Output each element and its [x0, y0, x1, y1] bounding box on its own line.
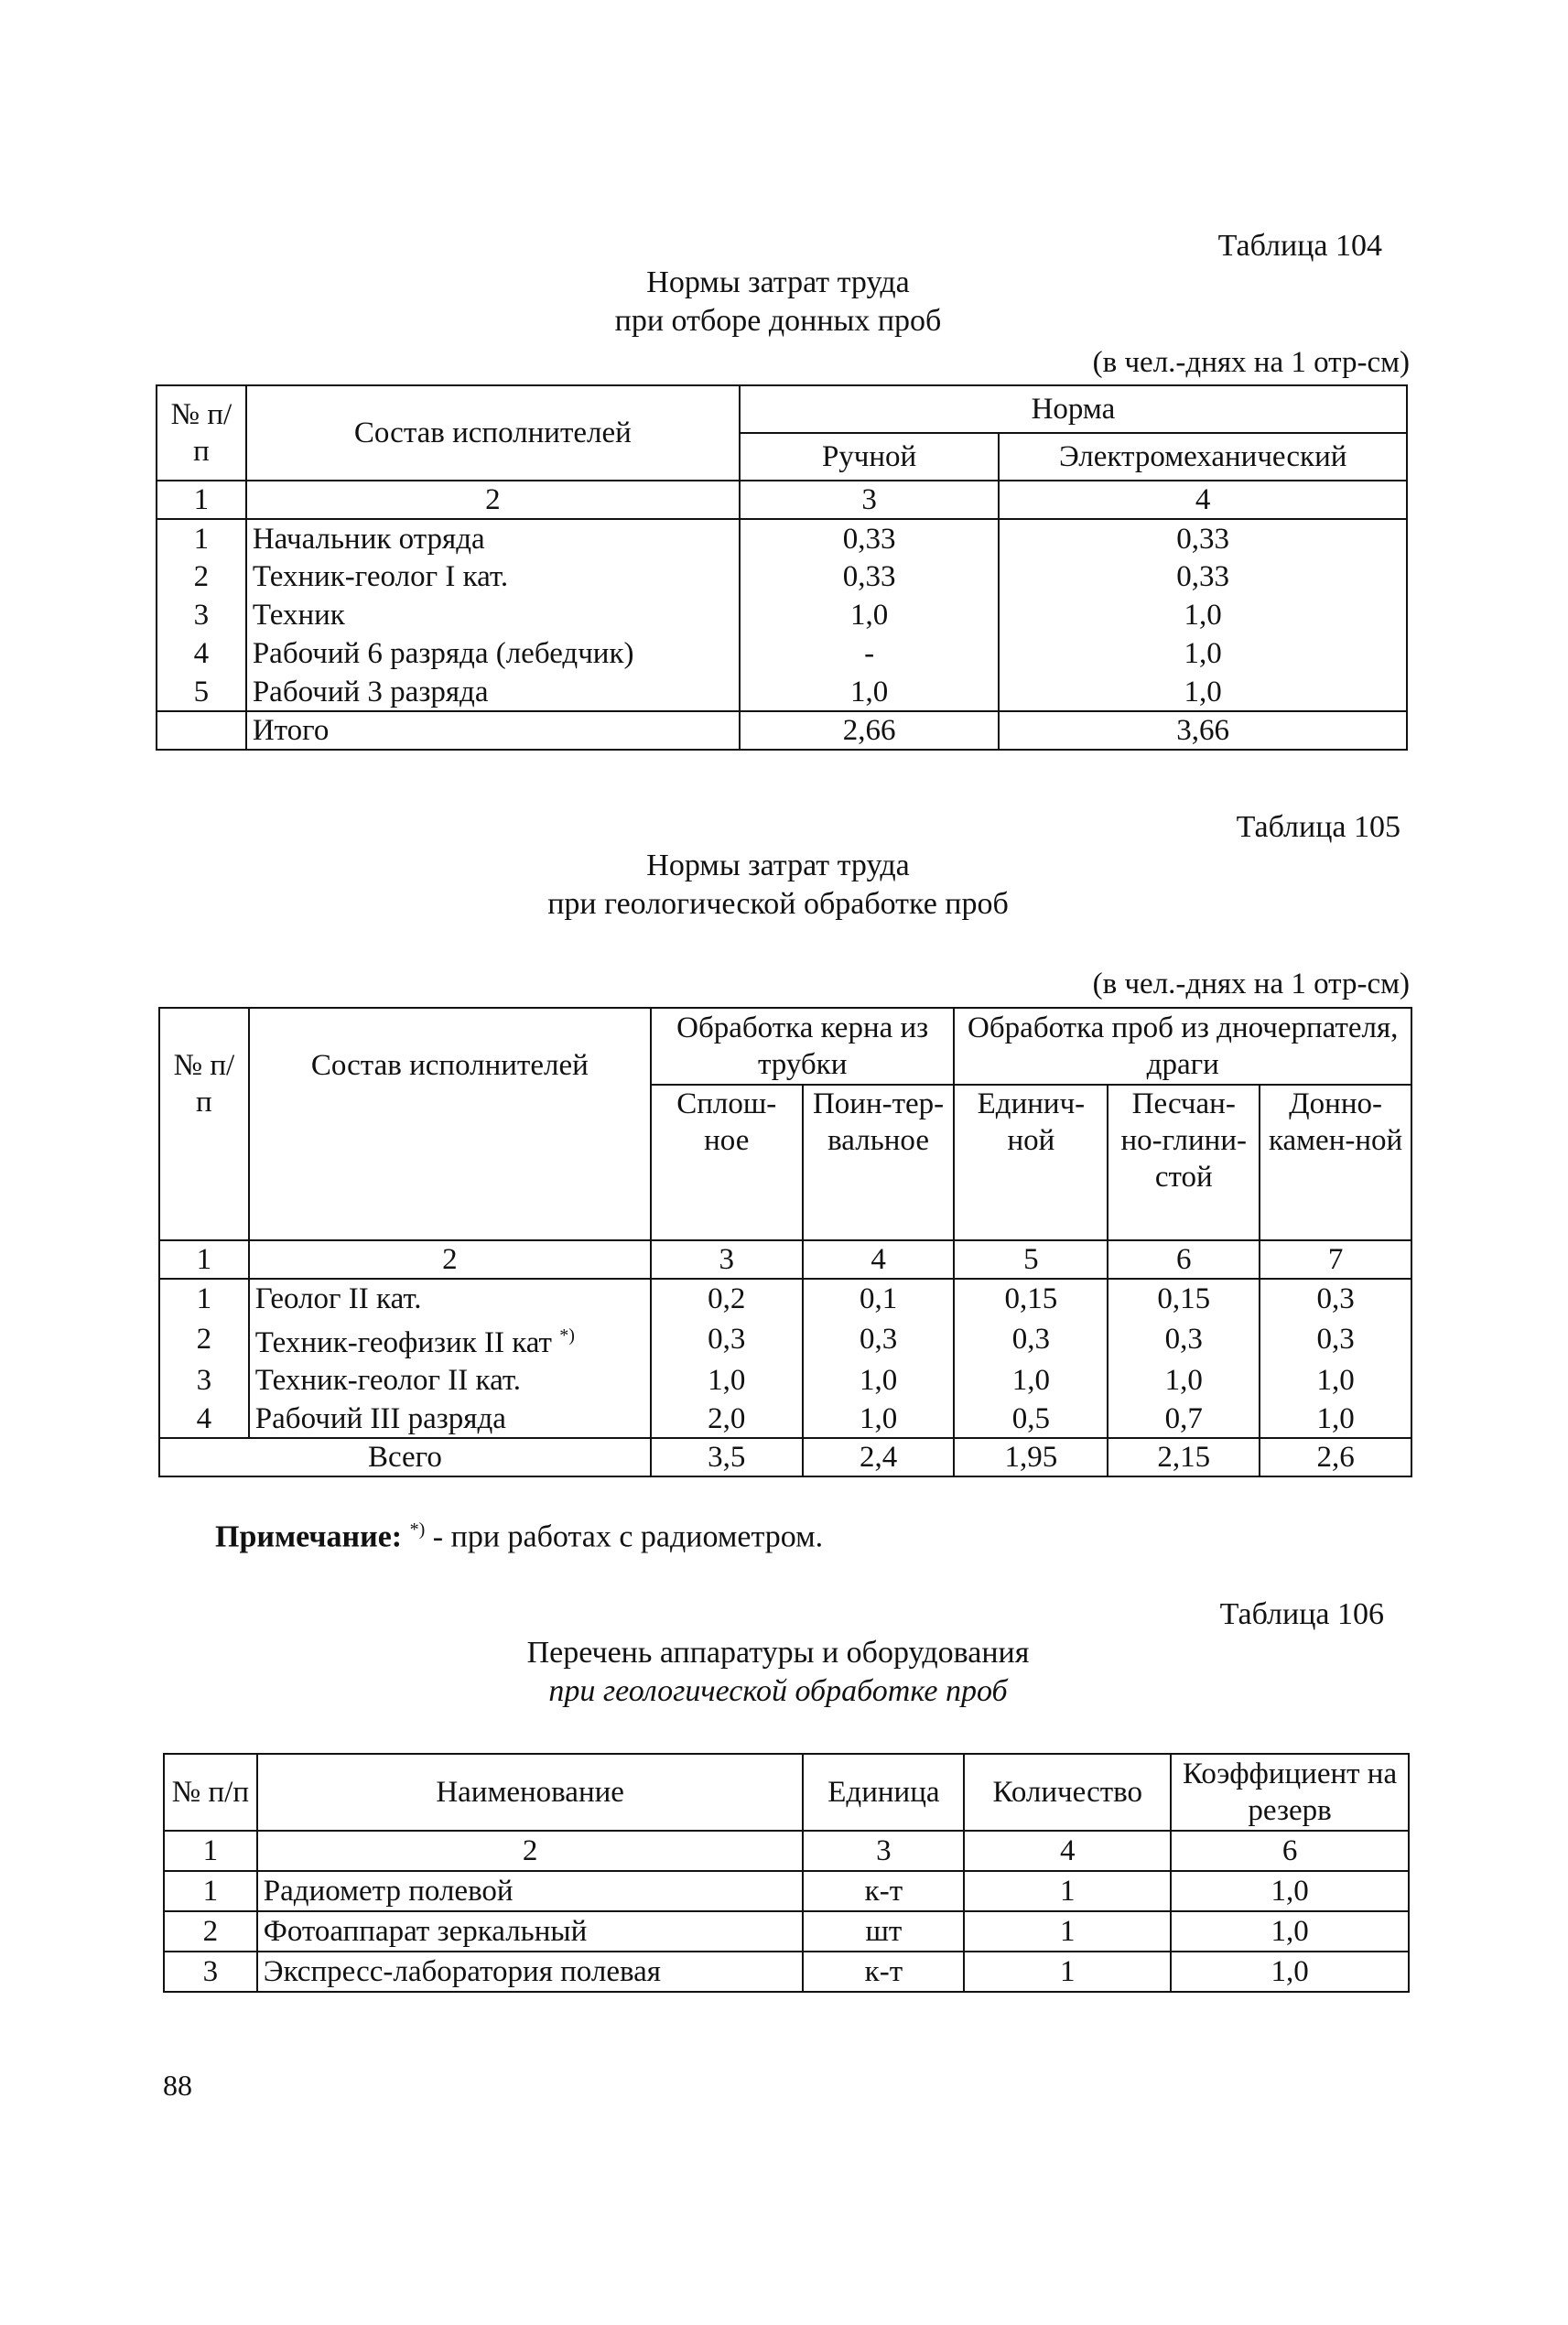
row-unit: шт: [803, 1911, 964, 1952]
col-number: 1: [164, 1831, 257, 1871]
header-stone: Донно-камен-ной: [1260, 1085, 1411, 1240]
row-value: 1,0: [1108, 1361, 1260, 1400]
row-qty: 1: [964, 1911, 1171, 1952]
row-value: 0,7: [1108, 1400, 1260, 1438]
table-row: [157, 557, 1407, 596]
header-electro: Электромеханический: [999, 433, 1407, 481]
header-norm: Норма: [740, 385, 1407, 433]
row-manual: 1,0: [740, 596, 1000, 634]
row-manual: -: [740, 634, 1000, 673]
table-105-title-line2: при геологической обработке проб: [547, 887, 1009, 921]
total-value: 1,95: [954, 1438, 1108, 1476]
note-label: Примечание:: [215, 1519, 403, 1554]
page-number: 88: [163, 2069, 192, 2102]
row-qty: 1: [964, 1952, 1171, 1992]
row-value: 0,15: [954, 1279, 1108, 1317]
row-value: 1,0: [651, 1361, 803, 1400]
row-name: Техник: [246, 596, 740, 634]
header-num: № п/п: [159, 1008, 249, 1240]
col-number: 3: [740, 481, 1000, 519]
row-unit: к-т: [803, 1952, 964, 1992]
header-core: Обработка керна из трубки: [651, 1008, 955, 1085]
total-row: [159, 1438, 1411, 1476]
row-value: 0,1: [803, 1279, 955, 1317]
col-number: 1: [157, 481, 246, 519]
row-name: Техник-геолог II кат.: [249, 1361, 651, 1400]
table-104-title-line2: при отборе донных проб: [614, 304, 942, 338]
header-qty: Количество: [964, 1754, 1171, 1831]
row-coef: 1,0: [1171, 1871, 1409, 1911]
total-row: [157, 711, 1407, 750]
row-num: 1: [164, 1871, 257, 1911]
row-value: 0,3: [1108, 1317, 1260, 1361]
row-value: 0,3: [651, 1317, 803, 1361]
row-value: 1,0: [803, 1361, 955, 1400]
header-unit: Единица: [803, 1754, 964, 1831]
table-row: [159, 1400, 1411, 1438]
row-manual: 1,0: [740, 673, 1000, 711]
table-row: [157, 596, 1407, 634]
table-104-title-line1: Нормы затрат труда: [646, 265, 910, 299]
total-name: Итого: [246, 711, 740, 750]
row-num: 3: [159, 1361, 249, 1400]
header-solid: Сплош-ное: [651, 1085, 803, 1240]
table-105: [158, 1007, 1412, 1477]
row-manual: 0,33: [740, 557, 1000, 596]
row-qty: 1: [964, 1871, 1171, 1911]
row-electro: 1,0: [999, 634, 1407, 673]
col-number: 6: [1108, 1240, 1260, 1279]
row-num: 2: [164, 1911, 257, 1952]
row-value: 0,3: [1260, 1317, 1411, 1361]
note-mark: *): [409, 1519, 426, 1540]
table-104-title: [366, 264, 1190, 341]
table-104-label: Таблица 104: [1217, 229, 1382, 263]
row-name: Рабочий III разряда: [249, 1400, 651, 1438]
header-name: Наименование: [257, 1754, 804, 1831]
row-name: Геолог II кат.: [249, 1279, 651, 1317]
table-106-title: [366, 1634, 1190, 1711]
table-106: [163, 1753, 1410, 1993]
row-num: 2: [159, 1317, 249, 1361]
row-manual: 0,33: [740, 519, 1000, 557]
row-electro: 0,33: [999, 519, 1407, 557]
row-value: 1,0: [954, 1361, 1108, 1400]
col-number: 7: [1260, 1240, 1411, 1279]
table-row: [164, 1952, 1409, 1992]
col-number: 2: [249, 1240, 651, 1279]
table-105-title-line1: Нормы затрат труда: [646, 849, 910, 882]
header-coef: Коэффициент на резерв: [1171, 1754, 1409, 1831]
col-number: 4: [964, 1831, 1171, 1871]
table-105-label: Таблица 105: [1236, 810, 1400, 844]
table-104-unit: (в чел.-днях на 1 отр-см): [1092, 346, 1410, 379]
row-electro: 0,33: [999, 557, 1407, 596]
header-staff: Состав исполнителей: [246, 385, 740, 481]
total-value: 2,4: [803, 1438, 955, 1476]
total-num: [157, 711, 246, 750]
table-105-unit: (в чел.-днях на 1 отр-см): [1092, 968, 1410, 1000]
header-num: № п/п: [164, 1754, 257, 1831]
col-number: 4: [999, 481, 1407, 519]
total-manual: 2,66: [740, 711, 1000, 750]
col-number: 5: [954, 1240, 1108, 1279]
table-104: [156, 384, 1408, 751]
row-num: 4: [159, 1400, 249, 1438]
row-value: 0,3: [803, 1317, 955, 1361]
table-row: [164, 1871, 1409, 1911]
col-number: 3: [651, 1240, 803, 1279]
row-name: Фотоаппарат зеркальный: [257, 1911, 804, 1952]
header-single: Единич-ной: [954, 1085, 1108, 1240]
row-name: [249, 1317, 651, 1361]
table-row: [157, 634, 1407, 673]
row-num: 4: [157, 634, 246, 673]
row-value: 1,0: [803, 1400, 955, 1438]
row-name: Экспресс-лаборатория полевая: [257, 1952, 804, 1992]
note: [215, 1519, 1314, 1554]
total-value: 2,15: [1108, 1438, 1260, 1476]
row-value: 2,0: [651, 1400, 803, 1438]
header-sandclay: Песчан-но-глини-стой: [1108, 1085, 1260, 1240]
col-number: 6: [1171, 1831, 1409, 1871]
row-name: Рабочий 6 разряда (лебедчик): [246, 634, 740, 673]
table-row: [159, 1279, 1411, 1317]
header-samples: Обработка проб из дночерпателя, драги: [954, 1008, 1411, 1085]
row-value: 0,3: [1260, 1279, 1411, 1317]
row-num: 3: [157, 596, 246, 634]
row-num: 3: [164, 1952, 257, 1992]
header-manual: Ручной: [740, 433, 1000, 481]
row-value: 1,0: [1260, 1400, 1411, 1438]
col-number: 3: [803, 1831, 964, 1871]
table-row: [157, 673, 1407, 711]
col-number: 4: [803, 1240, 955, 1279]
row-value: 0,5: [954, 1400, 1108, 1438]
total-name: Всего: [159, 1438, 651, 1476]
row-electro: 1,0: [999, 596, 1407, 634]
table-row: [157, 519, 1407, 557]
table-106-label: Таблица 106: [1219, 1597, 1384, 1631]
row-unit: к-т: [803, 1871, 964, 1911]
table-row: [164, 1911, 1409, 1952]
row-name: Техник-геолог I кат.: [246, 557, 740, 596]
note-text: - при работах с радиометром.: [425, 1519, 824, 1554]
table-row: [159, 1317, 1411, 1361]
row-name: Начальник отряда: [246, 519, 740, 557]
header-staff: Состав исполнителей: [249, 1008, 651, 1240]
table-106-title-line2: при геологической обработке проб: [548, 1674, 1008, 1708]
row-coef: 1,0: [1171, 1952, 1409, 1992]
row-num: 2: [157, 557, 246, 596]
header-interval: Поин-тер-вальное: [803, 1085, 955, 1240]
table-105-title: [366, 847, 1190, 924]
footnote-mark: *): [559, 1325, 575, 1346]
col-number: 2: [246, 481, 740, 519]
row-value: 0,2: [651, 1279, 803, 1317]
row-value: 0,3: [954, 1317, 1108, 1361]
header-num: № п/п: [157, 385, 246, 481]
col-number: 1: [159, 1240, 249, 1279]
row-electro: 1,0: [999, 673, 1407, 711]
table-row: [159, 1361, 1411, 1400]
total-value: 2,6: [1260, 1438, 1411, 1476]
row-num: 1: [157, 519, 246, 557]
table-106-title-line1: Перечень аппаратуры и оборудования: [526, 1636, 1030, 1670]
total-value: 3,5: [651, 1438, 803, 1476]
row-value: 1,0: [1260, 1361, 1411, 1400]
row-name: Рабочий 3 разряда: [246, 673, 740, 711]
row-num: 5: [157, 673, 246, 711]
row-coef: 1,0: [1171, 1911, 1409, 1952]
row-name-text: Техник-геофизик II кат: [254, 1326, 552, 1359]
row-num: 1: [159, 1279, 249, 1317]
row-value: 0,15: [1108, 1279, 1260, 1317]
total-electro: 3,66: [999, 711, 1407, 750]
col-number: 2: [257, 1831, 804, 1871]
row-name: Радиометр полевой: [257, 1871, 804, 1911]
